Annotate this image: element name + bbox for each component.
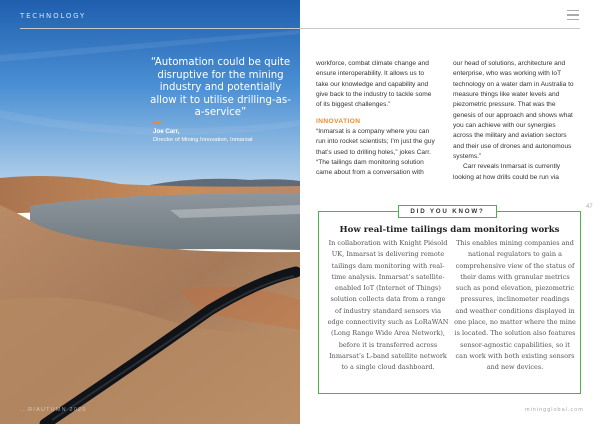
quote-divider [153, 122, 161, 123]
hamburger-menu-icon[interactable] [567, 10, 579, 21]
quote-author: Joe Carr, [153, 128, 180, 135]
box-column-1: In collaboration with Knight Piésold UK, Inmarsat is delivering remote tailings dam monitoring with real-time analysis. Inmarsat’s satellite-enabled IoT (Internet of Things) solution collects data from a range of industry standard sensors via edge connectivity such as LoRaWAN (Long Range Wide Area Network), before it is transferred across Inmarsat’s L-band satellite network to a single cloud dashboard. [327, 239, 449, 372]
section-heading: INNOVATION [316, 117, 361, 125]
article-column-2 [453, 59, 575, 183]
article-column-1 [316, 59, 438, 179]
menu-line-icon [567, 14, 579, 15]
article-paragraph: workforce, combat climate change and ensure interoperability. It allows us to take our knowledge and capability and give back to the industry to tackle some of its biggest challenges.” [316, 60, 432, 109]
website-footer[interactable]: miningglobal.com [525, 407, 584, 413]
box-title: How real-time tailings dam monitoring works [339, 225, 560, 235]
menu-line-icon [567, 19, 579, 20]
menu-line-icon [567, 10, 579, 11]
header-divider [20, 28, 580, 29]
article-paragraph: our head of solutions, architecture and enterprise, who was working with IoT technology on a water dam in Australia to measure things like water levels and piezometric pressure. That was the genesis of our approach and shows what you can achieve with our synergies across the military and aviation sectors and their use of drones and autonomous systems.” [453, 60, 574, 161]
article-paragraph: Carr reveals Inmarsat is currently looking at how drills could be run via [453, 163, 561, 181]
quote-author-role: Director of Mining Innovation, Inmarsat [153, 137, 253, 143]
issue-footer: ...R/AUTUMN 2020 [20, 407, 87, 413]
pull-quote: “Automation could be quite disruptive for the mining industry and potentially allow it to utilise drilling-as-a-service” [150, 57, 291, 119]
section-label: TECHNOLOGY [20, 12, 87, 20]
article-paragraph: “Inmarsat is a company where you can run into rocket scientists; I’m just the guy that’s used to drilling holes,” jokes Carr. “The tailings dam monitoring solution came about from a conversation with [316, 128, 435, 177]
box-column-2: This enables mining companies and national regulators to gain a comprehensive view of the status of their dams with granular metrics such as pond elevation, piezometric pressures, inclinometer readings and weather conditions displayed in one place, no matter where the mine is located. The solution also features sensor-agnostic capabilities, so it can work with both existing sensors and new devices. [454, 239, 576, 372]
did-you-know-tag: DID YOU KNOW? [398, 205, 497, 218]
page-number: 47 [586, 204, 593, 210]
